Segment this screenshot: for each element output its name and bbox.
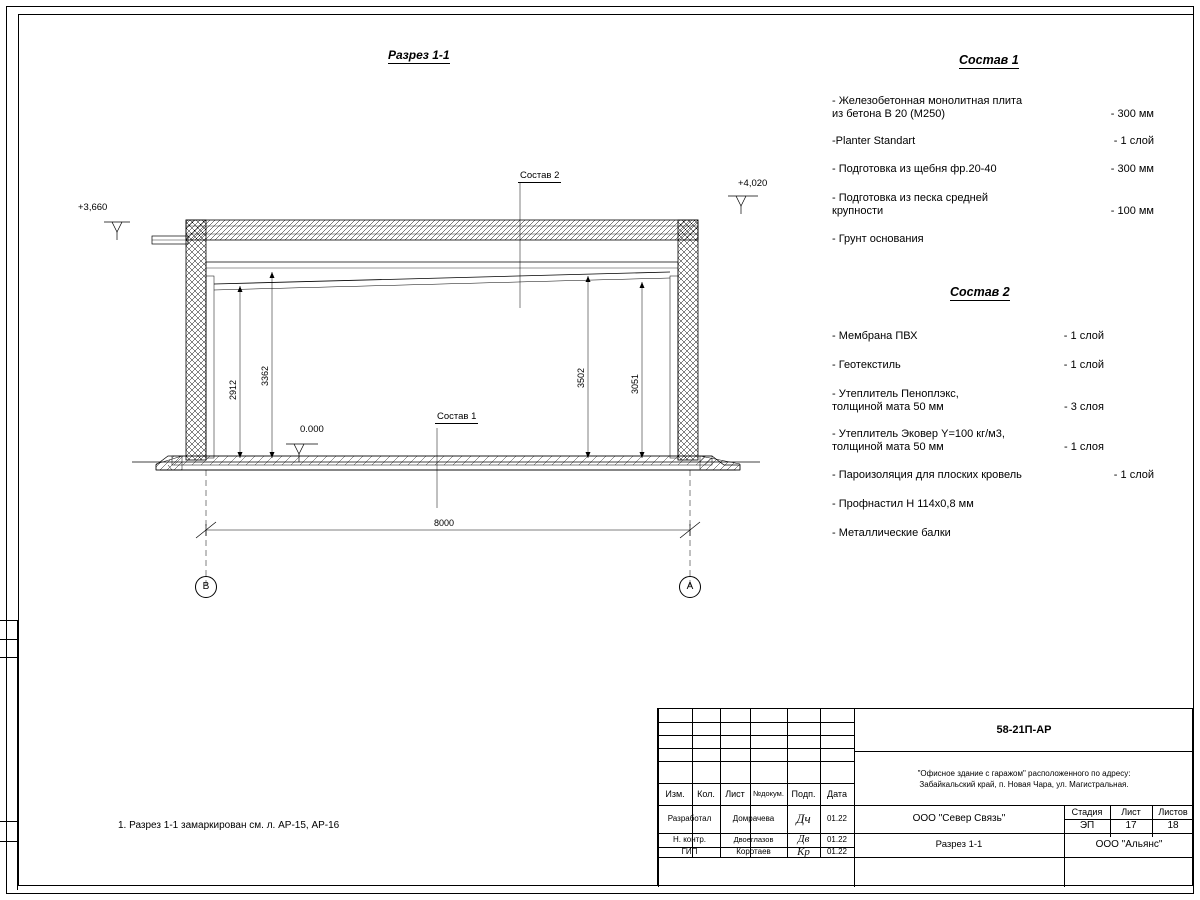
sheets-header: Листов [1158,807,1188,817]
name-nkontr: Двоеглазов [733,835,774,844]
signature-razrabotal: Дч [796,811,811,826]
object-description [856,757,1192,801]
column-header-kol: Кол. [697,789,715,799]
sheet-note: 1. Разрез 1-1 замаркирован см. л. АР-15, АР-16 [118,820,340,831]
composition-2-item-0-value: - 1 слой [1063,330,1104,342]
list-item [832,135,1162,148]
composition-2-leader-label: Состав 2 [520,170,560,181]
sheet-header: Лист [1121,807,1141,817]
list-item [832,359,1162,372]
composition-2-item-4-value: - 1 слой [1113,469,1154,481]
composition-1-item-2-value: - 300 мм [1110,163,1154,175]
sheet-left-margin-strip [0,620,18,890]
list-item [832,428,1162,454]
composition-1-item-0-text: - Железобетонная монолитная плита из бетона В 20 (М250) [832,95,1023,120]
name-razrabotal: Домрачева [732,814,775,823]
composition-1-item-0-value: - 300 мм [1110,108,1154,120]
sheet-name: Разрез 1-1 [935,839,983,850]
composition-2-list [832,330,1162,549]
stage-header: Стадия [1071,807,1103,817]
column-header-ndokum: №докум. [753,789,784,798]
composition-1-item-1-text: -Planter Standart [832,135,916,147]
list-item [832,192,1162,218]
sheet-value: 17 [1125,820,1137,831]
list-item [832,498,1162,511]
composition-2-item-0-text: - Мембрана ПВХ [832,330,918,342]
level-mark-3660: +3,660 [78,202,108,213]
composition-2-item-2-value: - 3 слоя [1063,401,1104,413]
role-razrabotal: Разработал [667,814,712,823]
list-item [832,95,1162,121]
date-razrabotal: 01.22 [826,814,848,823]
composition-2-item-2-text: - Утеплитель Пеноплэкс, толщиной мата 50 мм [832,388,959,413]
name-gip: Коротаев [736,847,771,856]
composition-2-item-4-text: - Пароизоляция для плоских кровель [832,469,1022,481]
signature-nkontr: Дв [797,833,810,845]
composition-2-item-3-value: - 1 слоя [1063,441,1104,453]
composition-2-item-6-text: - Металлические балки [832,527,951,539]
dimension-2912: 2912 [228,379,238,400]
stage-value: ЭП [1079,820,1095,831]
list-item [832,469,1162,482]
object-line-1: "Офисное здание с гаражом" расположенного по адресу: [917,769,1131,778]
object-line-2: Забайкальский край, п. Новая Чара, ул. Магистральная. [919,780,1129,789]
axis-bubble-a: A [679,576,701,598]
title-block [657,708,1193,886]
dimension-8000: 8000 [434,518,455,528]
composition-1-item-3-text: - Подготовка из песка средней крупности [832,192,988,217]
list-item [832,330,1162,343]
role-gip: ГИП [681,847,698,856]
dimension-3051: 3051 [630,373,640,394]
company-main: ООО "Север Связь" [912,813,1006,824]
composition-1-item-4-text: - Грунт основания [832,233,924,245]
dimension-3502: 3502 [576,367,586,388]
document-code: 58-21П-АР [996,724,1052,736]
column-header-data: Дата [827,789,847,799]
list-item [832,527,1162,540]
composition-1-title: Состав 1 [959,53,1019,67]
list-item [832,233,1162,246]
level-mark-0000: 0.000 [300,424,324,435]
composition-1-list [832,95,1162,255]
list-item [832,388,1162,414]
signature-gip: Кр [797,846,810,858]
column-header-podp: Подп. [791,789,816,799]
role-nkontr: Н. контр. [672,835,706,844]
column-header-izm: Изм. [665,789,685,799]
date-gip: 01.22 [826,847,848,856]
composition-1-item-3-value: - 100 мм [1110,205,1154,217]
composition-2-item-5-text: - Профнастил Н 114х0,8 мм [832,498,974,510]
composition-2-title: Состав 2 [950,285,1010,299]
list-item [832,163,1162,176]
level-mark-4020: +4,020 [738,178,768,189]
column-header-list: Лист [725,789,745,799]
page-title: Разрез 1-1 [388,48,450,62]
composition-2-item-1-text: - Геотекстиль [832,359,901,371]
composition-1-item-1-value: - 1 слой [1113,135,1154,147]
axis-bubble-b: B [195,576,217,598]
composition-2-item-1-value: - 1 слой [1063,359,1104,371]
company-secondary: ООО "Альянс" [1095,839,1163,850]
composition-1-leader-label: Состав 1 [437,411,477,422]
sheets-value: 18 [1167,820,1179,831]
dimension-3362: 3362 [260,365,270,386]
date-nkontr: 01.22 [826,835,848,844]
composition-2-item-3-text: - Утеплитель Эковер Y=100 кг/м3, толщиной мата 50 мм [832,428,1005,453]
composition-1-item-2-text: - Подготовка из щебня фр.20-40 [832,163,997,175]
